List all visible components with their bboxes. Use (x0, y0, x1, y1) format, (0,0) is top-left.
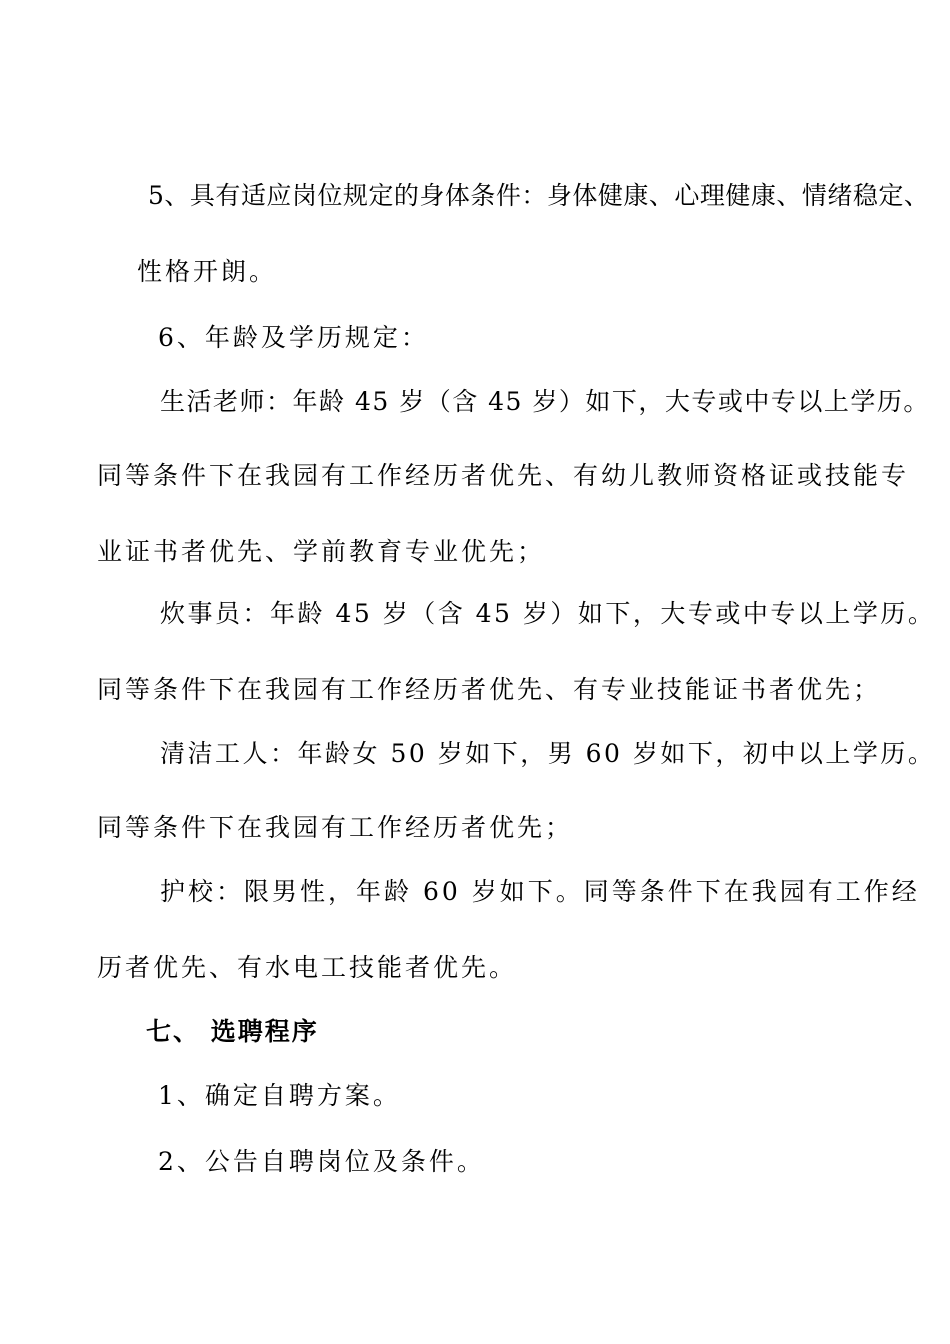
section-heading: 七、 选聘程序 (146, 1017, 319, 1046)
paragraph-line: 历者优先、有水电工技能者优先。 (97, 953, 518, 982)
paragraph-line: 护校：限男性，年龄 60 岁如下。同等条件下在我园有工作经 (160, 877, 920, 906)
paragraph-line: 5、具有适应岗位规定的身体条件：身体健康、心理健康、情绪稳定、 (148, 181, 930, 210)
paragraph-line: 1、确定自聘方案。 (158, 1081, 401, 1110)
paragraph-line: 业证书者优先、学前教育专业优先； (97, 537, 546, 566)
paragraph-line: 同等条件下在我园有工作经历者优先、有专业技能证书者优先； (97, 675, 882, 704)
paragraph-line: 同等条件下在我园有工作经历者优先； (97, 813, 574, 842)
paragraph-line: 性格开朗。 (137, 257, 278, 286)
paragraph-line: 6、年龄及学历规定： (158, 323, 429, 352)
paragraph-line: 清洁工人：年龄女 50 岁如下，男 60 岁如下，初中以上学历。 (160, 739, 936, 768)
paragraph-line: 2、公告自聘岗位及条件。 (158, 1147, 485, 1176)
paragraph-line: 生活老师：年龄 45 岁（含 45 岁）如下，大专或中专以上学历。 (160, 387, 930, 416)
paragraph-line: 炊事员：年龄 45 岁（含 45 岁）如下，大专或中专以上学历。 (160, 599, 936, 628)
paragraph-line: 同等条件下在我园有工作经历者优先、有幼儿教师资格证或技能专 (97, 461, 910, 490)
